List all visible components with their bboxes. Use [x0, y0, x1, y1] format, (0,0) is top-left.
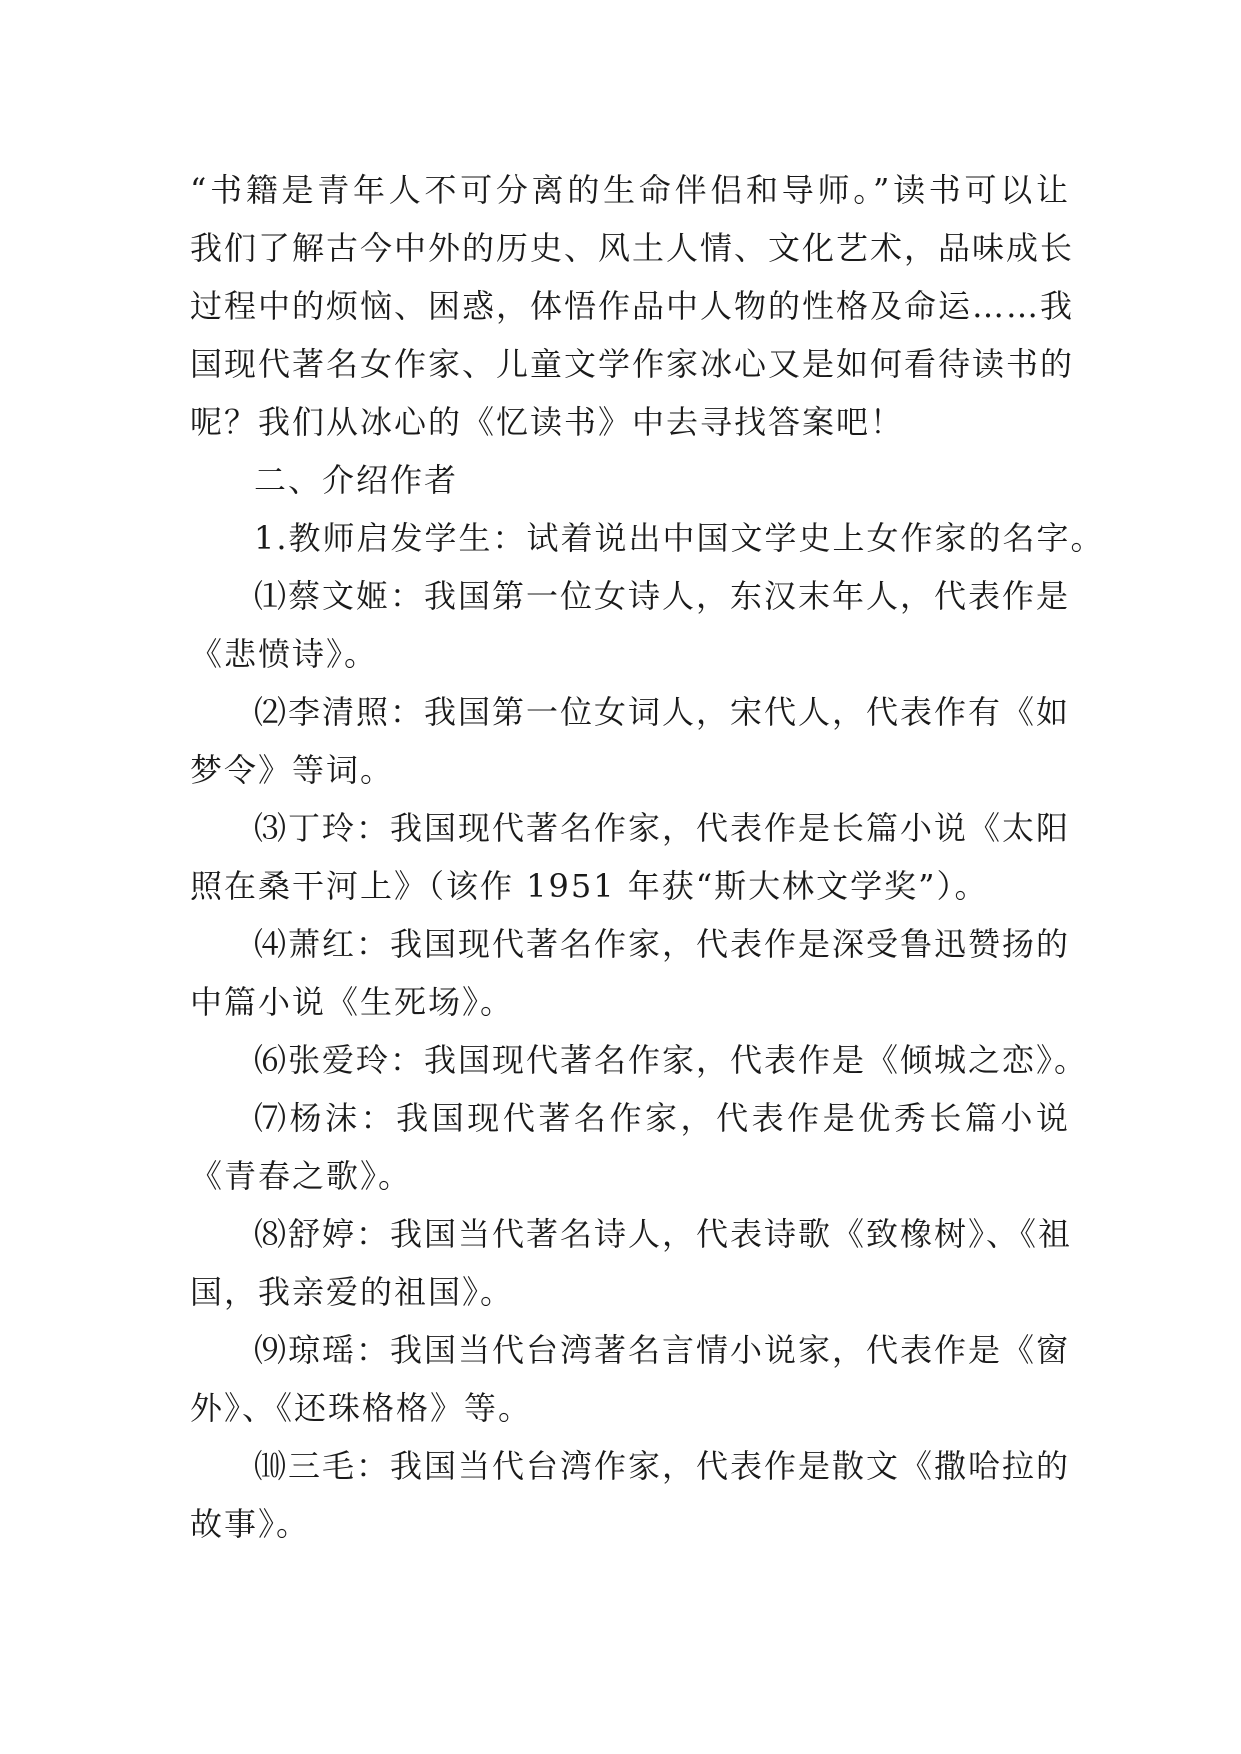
text-line: 故事》。: [190, 1505, 311, 1543]
text-line: 呢？我们从冰心的《忆读书》中去寻找答案吧！: [190, 403, 905, 441]
text-line: 1.教师启发学生：试着说出中国文学史上女作家的名字。: [254, 519, 1105, 557]
text-line: 中篇小说《生死场》。: [190, 983, 515, 1021]
list-item: ⑻舒婷：我国当代著名诗人，代表诗歌《致橡树》、《祖: [254, 1215, 1073, 1253]
text-line: 国，我亲爱的祖国》。: [190, 1273, 515, 1311]
text-line: 《青春之歌》。: [190, 1157, 413, 1195]
text-line: 梦令》等词。: [190, 751, 395, 789]
text-line: 我们了解古今中外的历史、风土人情、文化艺术，品味成长: [190, 229, 1075, 267]
list-item: ⑼琼瑶：我国当代台湾著名言情小说家，代表作是《窗: [254, 1331, 1071, 1369]
list-item: ⑷萧红：我国现代著名作家，代表作是深受鲁迅赞扬的: [254, 925, 1071, 963]
text-line: 外》、《还珠格格》等。: [190, 1389, 533, 1427]
text-line: 《悲愤诗》。: [190, 635, 379, 673]
section-heading: 二、介绍作者: [254, 461, 459, 499]
text-line: “书籍是青年人不可分离的生命伴侣和导师。”读书可以让: [190, 171, 1070, 209]
text-line: 过程中的烦恼、困惑，体悟作品中人物的性格及命运……我: [190, 287, 1075, 325]
text-line: 国现代著名女作家、儿童文学作家冰心又是如何看待读书的: [190, 345, 1075, 383]
text-line: 照在桑干河上》（该作 1951 年获“斯大林文学奖”）。: [190, 867, 989, 905]
list-item: ⑺杨沫：我国现代著名作家，代表作是优秀长篇小说: [254, 1099, 1070, 1137]
list-item: ⑶丁玲：我国现代著名作家，代表作是长篇小说《太阳: [254, 809, 1071, 847]
list-item: ⑹张爱玲：我国现代著名作家，代表作是《倾城之恋》。: [254, 1041, 1089, 1079]
list-item: ⑵李清照：我国第一位女词人，宋代人，代表作有《如: [254, 693, 1071, 731]
list-item: ⑽三毛：我国当代台湾作家，代表作是散文《撒哈拉的: [254, 1447, 1071, 1485]
document-body: [190, 161, 1105, 1553]
list-item: ⑴蔡文姬：我国第一位女诗人，东汉末年人，代表作是: [254, 577, 1071, 615]
